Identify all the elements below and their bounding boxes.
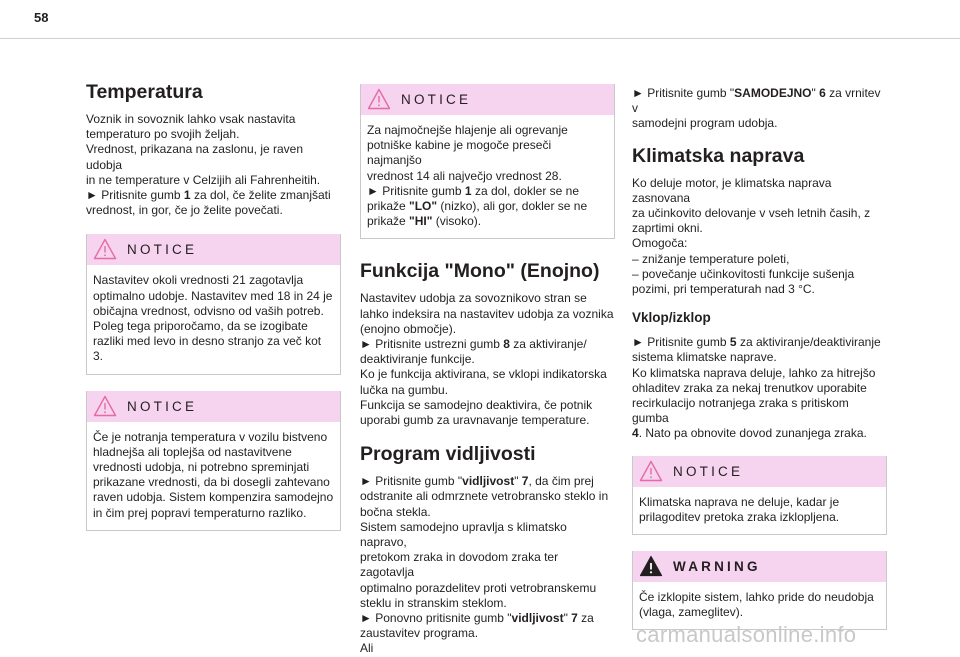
notice-text: Če je notranja temperatura v vozilu bistveno hladnejša ali toplejša od nastavitvene vrednosti udobja, ni potrebno spreminjati prikazane vrednosti, da bi dosegli zahtevano raven udobja. Sistem kompenzira samodejno in čim prej popravi temperaturno razliko. bbox=[93, 429, 334, 520]
notice-box bbox=[86, 391, 341, 531]
header-rule bbox=[0, 38, 960, 39]
notice-label: NOTICE bbox=[127, 242, 198, 258]
vidljivost-text: ► Pritisnite gumb "vidljivost" 7, da čim prej odstranite ali odmrznete vetrobransko steklo in bočna stekla. Sistem samodejno upravlja s klimatsko napravo, pretokom zraka in dovodom zraka ter zagotavlja optimalno porazdelitev proti vetrobranskemu steklu in stranskim steklom. ► Ponovno pritisnite gumb "vidljivost" 7 za zaustavitev programa. Ali bbox=[360, 474, 609, 656]
page-number: 58 bbox=[34, 10, 49, 25]
section-title-vidljivost: Program vidljivosti bbox=[360, 443, 536, 466]
notice-text: Klimatska naprava ne deluje, kadar je prilagoditev pretoka zraka izklopljena. bbox=[639, 494, 840, 524]
watermark: carmanualsonline.info bbox=[636, 622, 857, 647]
notice-header bbox=[361, 84, 614, 115]
warning-header bbox=[633, 551, 886, 582]
notice-label: NOTICE bbox=[673, 463, 744, 479]
caution-triangle-icon bbox=[93, 238, 117, 260]
warning-label: WARNING bbox=[673, 559, 761, 575]
notice-header bbox=[633, 456, 886, 487]
notice-header bbox=[87, 391, 340, 422]
notice-label: NOTICE bbox=[127, 398, 198, 414]
mono-text: Nastavitev udobja za sovoznikovo stran se lahko indeksira na nastavitev udobja za voznika (enojno območje). ► Pritisnite ustrezni gumb 8 za aktiviranje/ deaktiviranje funkcije. Ko je funkcija aktivirana, se vklopi indikatorska lučka na gumbu. Funkcija se samodejno deaktivira, če potnik uporabi gumb za uravnavanje temperature. bbox=[360, 291, 614, 428]
vklop-text: ► Pritisnite gumb 5 za aktiviranje/deaktiviranje sistema klimatske naprave. Ko klimatska naprava deluje, lahko za hitrejšo ohladitev zraka za nekaj trenutkov uporabite recirkulacijo notranjega zraka s pritiskom gumba 4. Nato pa obnovite dovod zunanjega zraka. bbox=[632, 335, 881, 441]
section-title-temperatura: Temperatura bbox=[86, 81, 203, 103]
notice-box bbox=[360, 84, 615, 239]
notice-label: NOTICE bbox=[401, 92, 472, 107]
warning-triangle-icon bbox=[639, 555, 663, 577]
section-title-klimatska: Klimatska naprava bbox=[632, 144, 805, 167]
section-title-vklop: Vklop/izklop bbox=[632, 310, 711, 326]
notice-text: Za najmočnejše hlajenje ali ogrevanje potniške kabine je mogoče preseči najmanjšo vrednost 14 ali največjo vrednost 28. ► Pritisnite gumb 1 za dol, dokler se ne prikaže "LO" (nizko), ali gor, dokler se ne prikaže "HI" (visoko). bbox=[367, 123, 588, 229]
section-title-mono: Funkcija "Mono" (Enojno) bbox=[360, 260, 600, 283]
samodejno-text: ► Pritisnite gumb "SAMODEJNO" 6 za vrnitev v samodejni program udobja. bbox=[632, 86, 881, 131]
warning-text: Če izklopite sistem, lahko pride do neudobja (vlaga, zameglitev). bbox=[639, 590, 874, 620]
caution-triangle-icon bbox=[639, 460, 663, 482]
temperatura-text: Voznik in sovoznik lahko vsak nastavita temperaturo po svojih željah. Vrednost, prikazana na zaslonu, je raven udobja in ne temperature v Celzijih ali Fahrenheitih. ► Pritisnite gumb 1 za dol, če želite zmanjšati vrednost, in gor, če jo želite povečati. bbox=[86, 112, 331, 218]
column-3 bbox=[632, 86, 887, 646]
column-1 bbox=[86, 80, 341, 547]
notice-text: Nastavitev okoli vrednosti 21 zagotavlja optimalno udobje. Nastavitev med 18 in 24 je običajna vrednost, odvisno od vaših potreb. Poleg tega priporočamo, da se izogibate razliki med levo in desno stranjo za več kot 3. bbox=[93, 273, 333, 364]
warning-box bbox=[632, 551, 887, 630]
column-2 bbox=[360, 84, 615, 657]
caution-triangle-icon bbox=[367, 88, 391, 110]
notice-header bbox=[87, 234, 340, 265]
klimatska-text: Ko deluje motor, je klimatska naprava zasnovana za učinkovito delovanje v vseh letnih časih, z zaprtimi okni. Omogoča: – znižanje temperature poleti, – povečanje učinkovitosti funkcije sušenja pozimi, pri temperaturah nad 3 °C. bbox=[632, 175, 871, 297]
notice-box bbox=[86, 234, 341, 374]
notice-box bbox=[632, 456, 887, 535]
caution-triangle-icon bbox=[93, 395, 117, 417]
